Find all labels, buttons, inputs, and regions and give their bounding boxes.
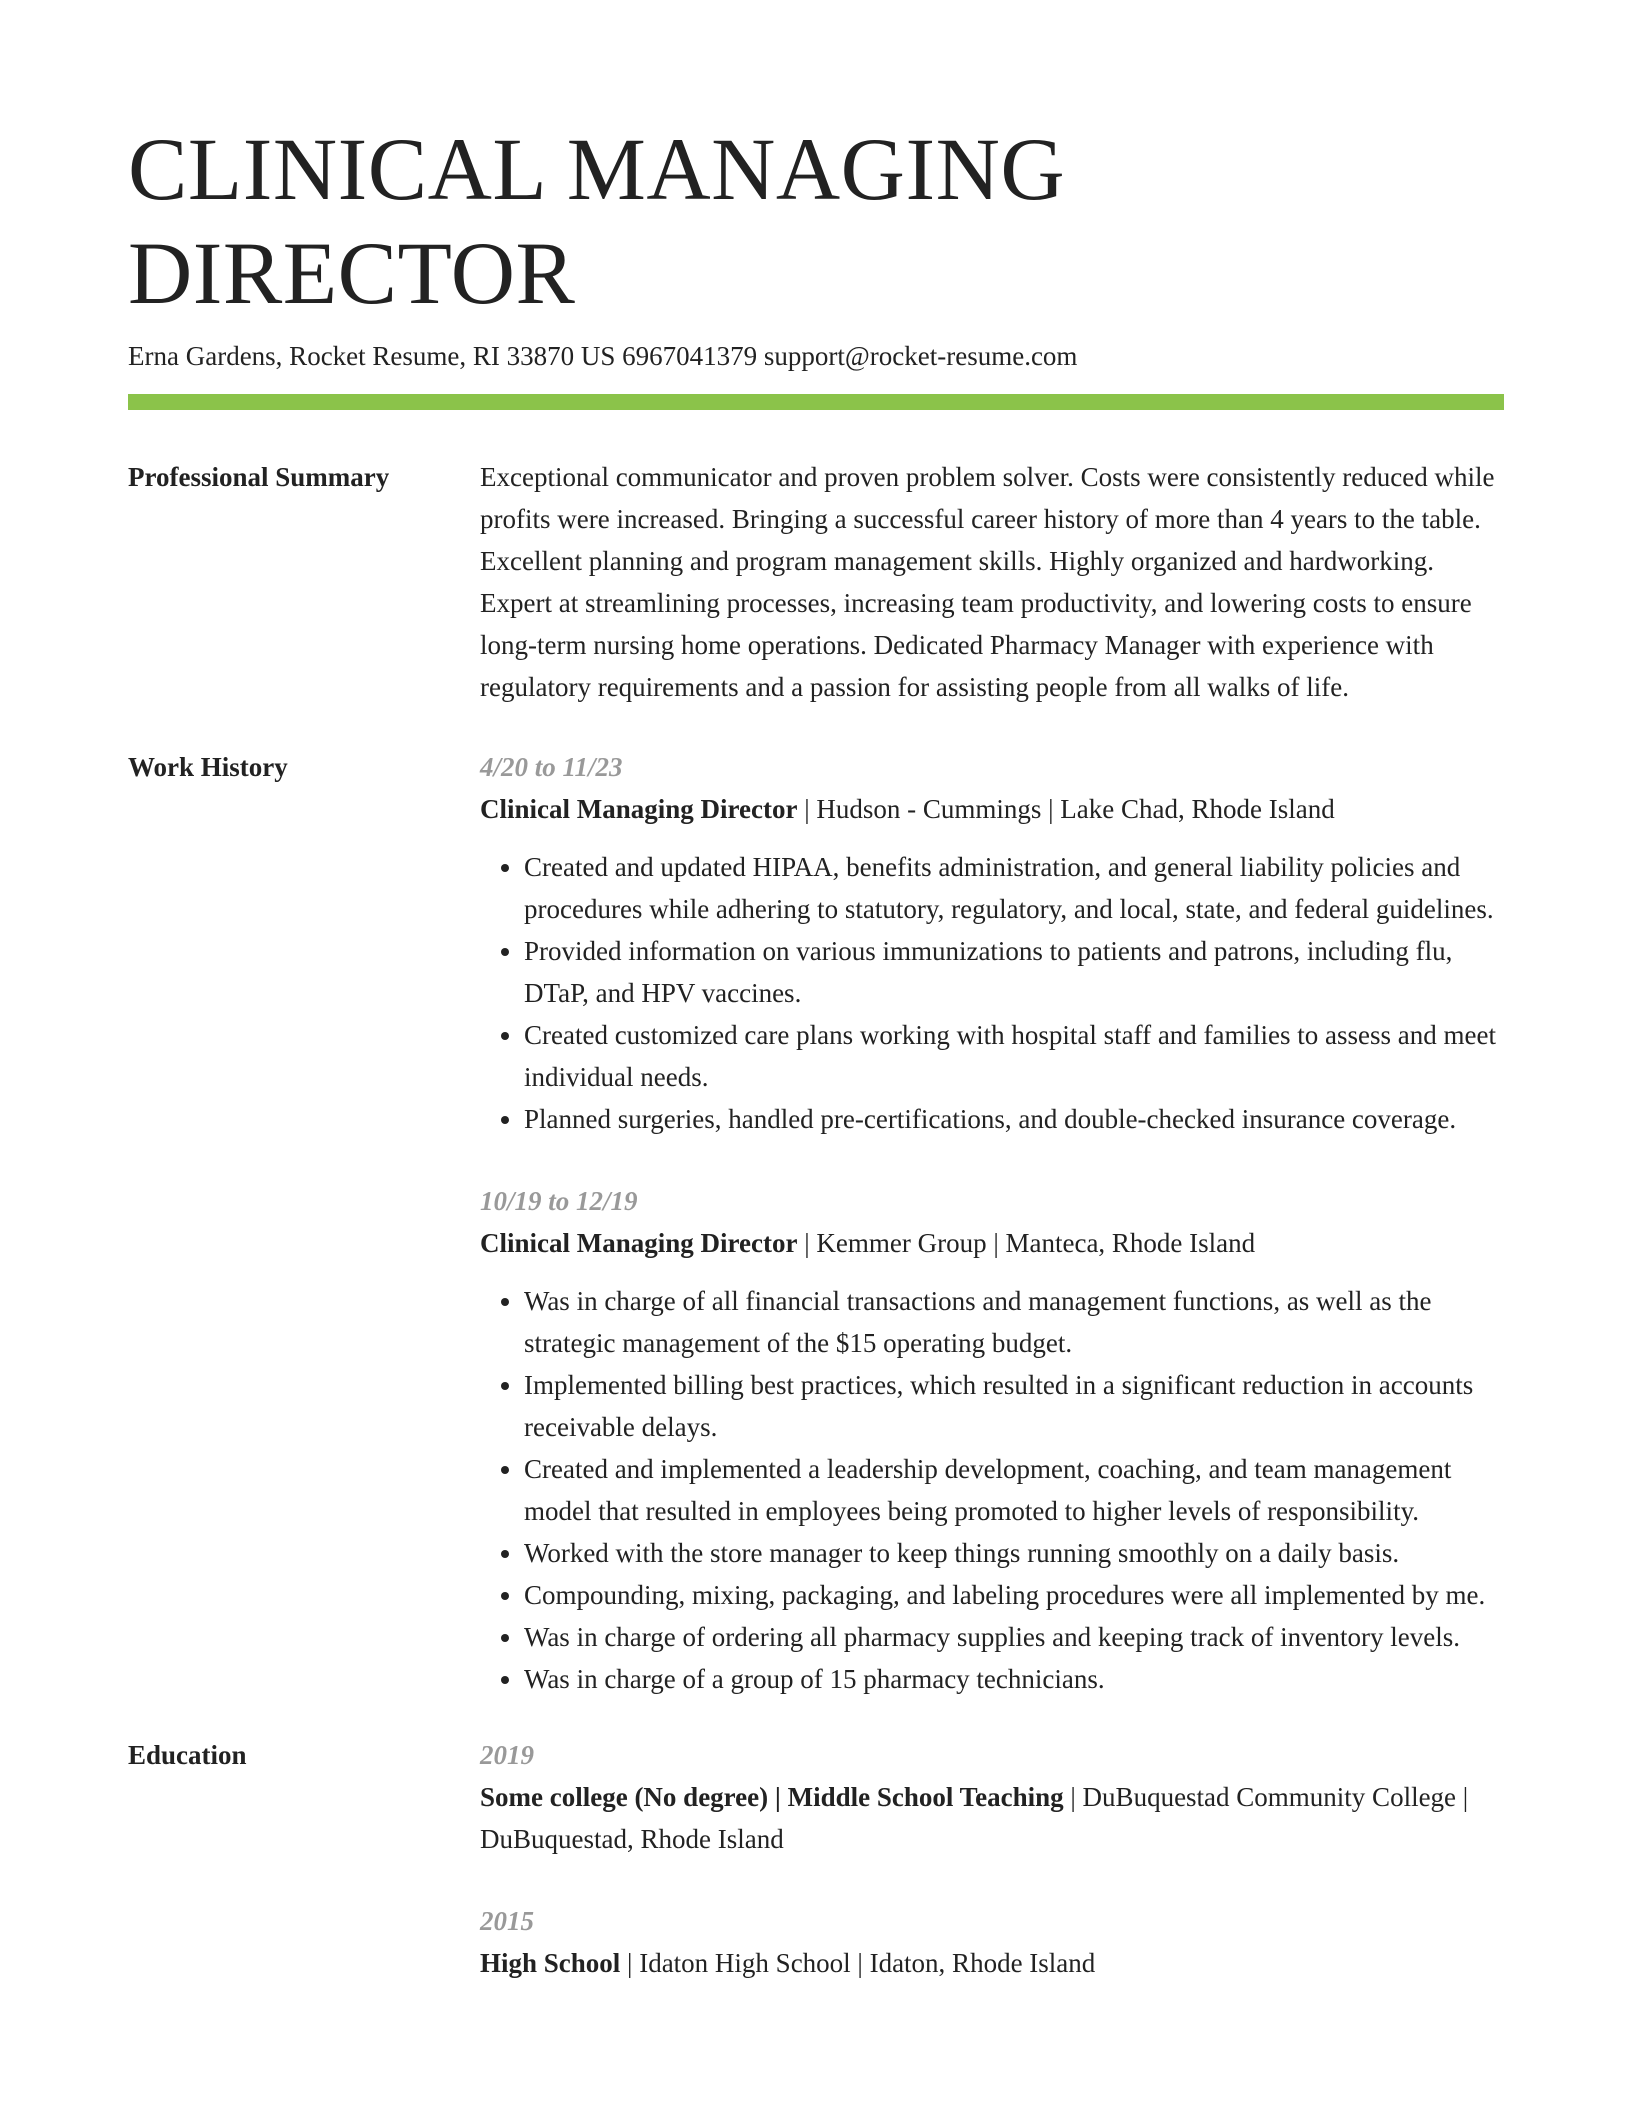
education-details: | Idaton High School | Idaton, Rhode Island: [620, 1948, 1096, 1978]
job-entry: [480, 746, 1504, 1140]
job-title: Clinical Managing Director: [480, 794, 798, 824]
work-history-body: [480, 746, 1504, 1700]
resume-title: CLINICAL MANAGING DIRECTOR: [128, 121, 1066, 323]
job-dates: 4/20 to 11/23: [480, 752, 623, 782]
job-dates: 10/19 to 12/19: [480, 1186, 638, 1216]
job-heading: [480, 788, 1504, 830]
job-bullet: • Created and updated HIPAA, benefits administration, and general liability policies and procedures while adhering to statutory, regulatory, and local, state, and federal guidelines.: [524, 846, 1504, 930]
section-label-summary: Professional Summary: [128, 462, 390, 492]
job-details: | Kemmer Group | Manteca, Rhode Island: [797, 1228, 1256, 1258]
job-bullet: • Was in charge of ordering all pharmacy supplies and keeping track of inventory levels.: [524, 1616, 1504, 1658]
education-entry: [480, 1900, 1504, 1984]
summary-section: [128, 456, 1504, 708]
education-body: [480, 1734, 1504, 1984]
education-details: | DuBuquestad Community College | DuBuquestad, Rhode Island: [480, 1782, 1469, 1854]
job-bullet: • Worked with the store manager to keep things running smoothly on a daily basis.: [524, 1532, 1504, 1574]
job-bullets: [480, 1280, 1504, 1700]
accent-divider: [128, 394, 1504, 410]
section-label-work: Work History: [128, 752, 288, 782]
job-bullet: • Planned surgeries, handled pre-certifications, and double-checked insurance coverage.: [524, 1098, 1504, 1140]
job-bullet: • Was in charge of a group of 15 pharmacy technicians.: [524, 1658, 1504, 1700]
job-bullet: • Created customized care plans working with hospital staff and families to assess and meet individual needs.: [524, 1014, 1504, 1098]
contact-line: Erna Gardens, Rocket Resume, RI 33870 US 6967041379 support@rocket-resume.com: [128, 341, 1078, 371]
job-bullet: • Compounding, mixing, packaging, and labeling procedures were all implemented by me.: [524, 1574, 1504, 1616]
summary-text: Exceptional communicator and proven problem solver. Costs were consistently reduced while profits were increased. Bringing a successful career history of more than 4 years to the table. Excellent planning and program management skills. Highly organized and hardworking. Expert at streamlining processes, increasing team productivity, and lowering costs to ensure long-term nursing home operations. Dedicated Pharmacy Manager with experience with regulatory requirements and a passion for assisting people from all walks of life.: [480, 462, 1495, 702]
job-details: | Hudson - Cummings | Lake Chad, Rhode Island: [797, 794, 1335, 824]
education-year: 2015: [480, 1906, 534, 1936]
job-bullets: [480, 846, 1504, 1140]
education-section: [128, 1734, 1504, 1984]
education-degree: Some college (No degree) | Middle School Teaching: [480, 1782, 1064, 1812]
job-title: Clinical Managing Director: [480, 1228, 798, 1258]
education-year: 2019: [480, 1740, 534, 1770]
job-entry: [480, 1180, 1504, 1700]
education-heading: [480, 1942, 1504, 1984]
section-label-education: Education: [128, 1740, 247, 1770]
job-bullet: • Created and implemented a leadership development, coaching, and team management model that resulted in employees being promoted to higher levels of responsibility.: [524, 1448, 1504, 1532]
work-history-section: [128, 746, 1504, 1700]
job-heading: [480, 1222, 1504, 1264]
summary-body: [480, 456, 1504, 708]
education-entry: [480, 1734, 1504, 1860]
job-bullet: • Implemented billing best practices, which resulted in a significant reduction in accounts receivable delays.: [524, 1364, 1504, 1448]
resume-page: [128, 118, 1504, 1984]
education-degree: High School: [480, 1948, 621, 1978]
education-heading: [480, 1776, 1504, 1860]
job-bullet: • Was in charge of all financial transactions and management functions, as well as the strategic management of the $15 operating budget.: [524, 1280, 1504, 1364]
job-bullet: • Provided information on various immunizations to patients and patrons, including flu, DTaP, and HPV vaccines.: [524, 930, 1504, 1014]
